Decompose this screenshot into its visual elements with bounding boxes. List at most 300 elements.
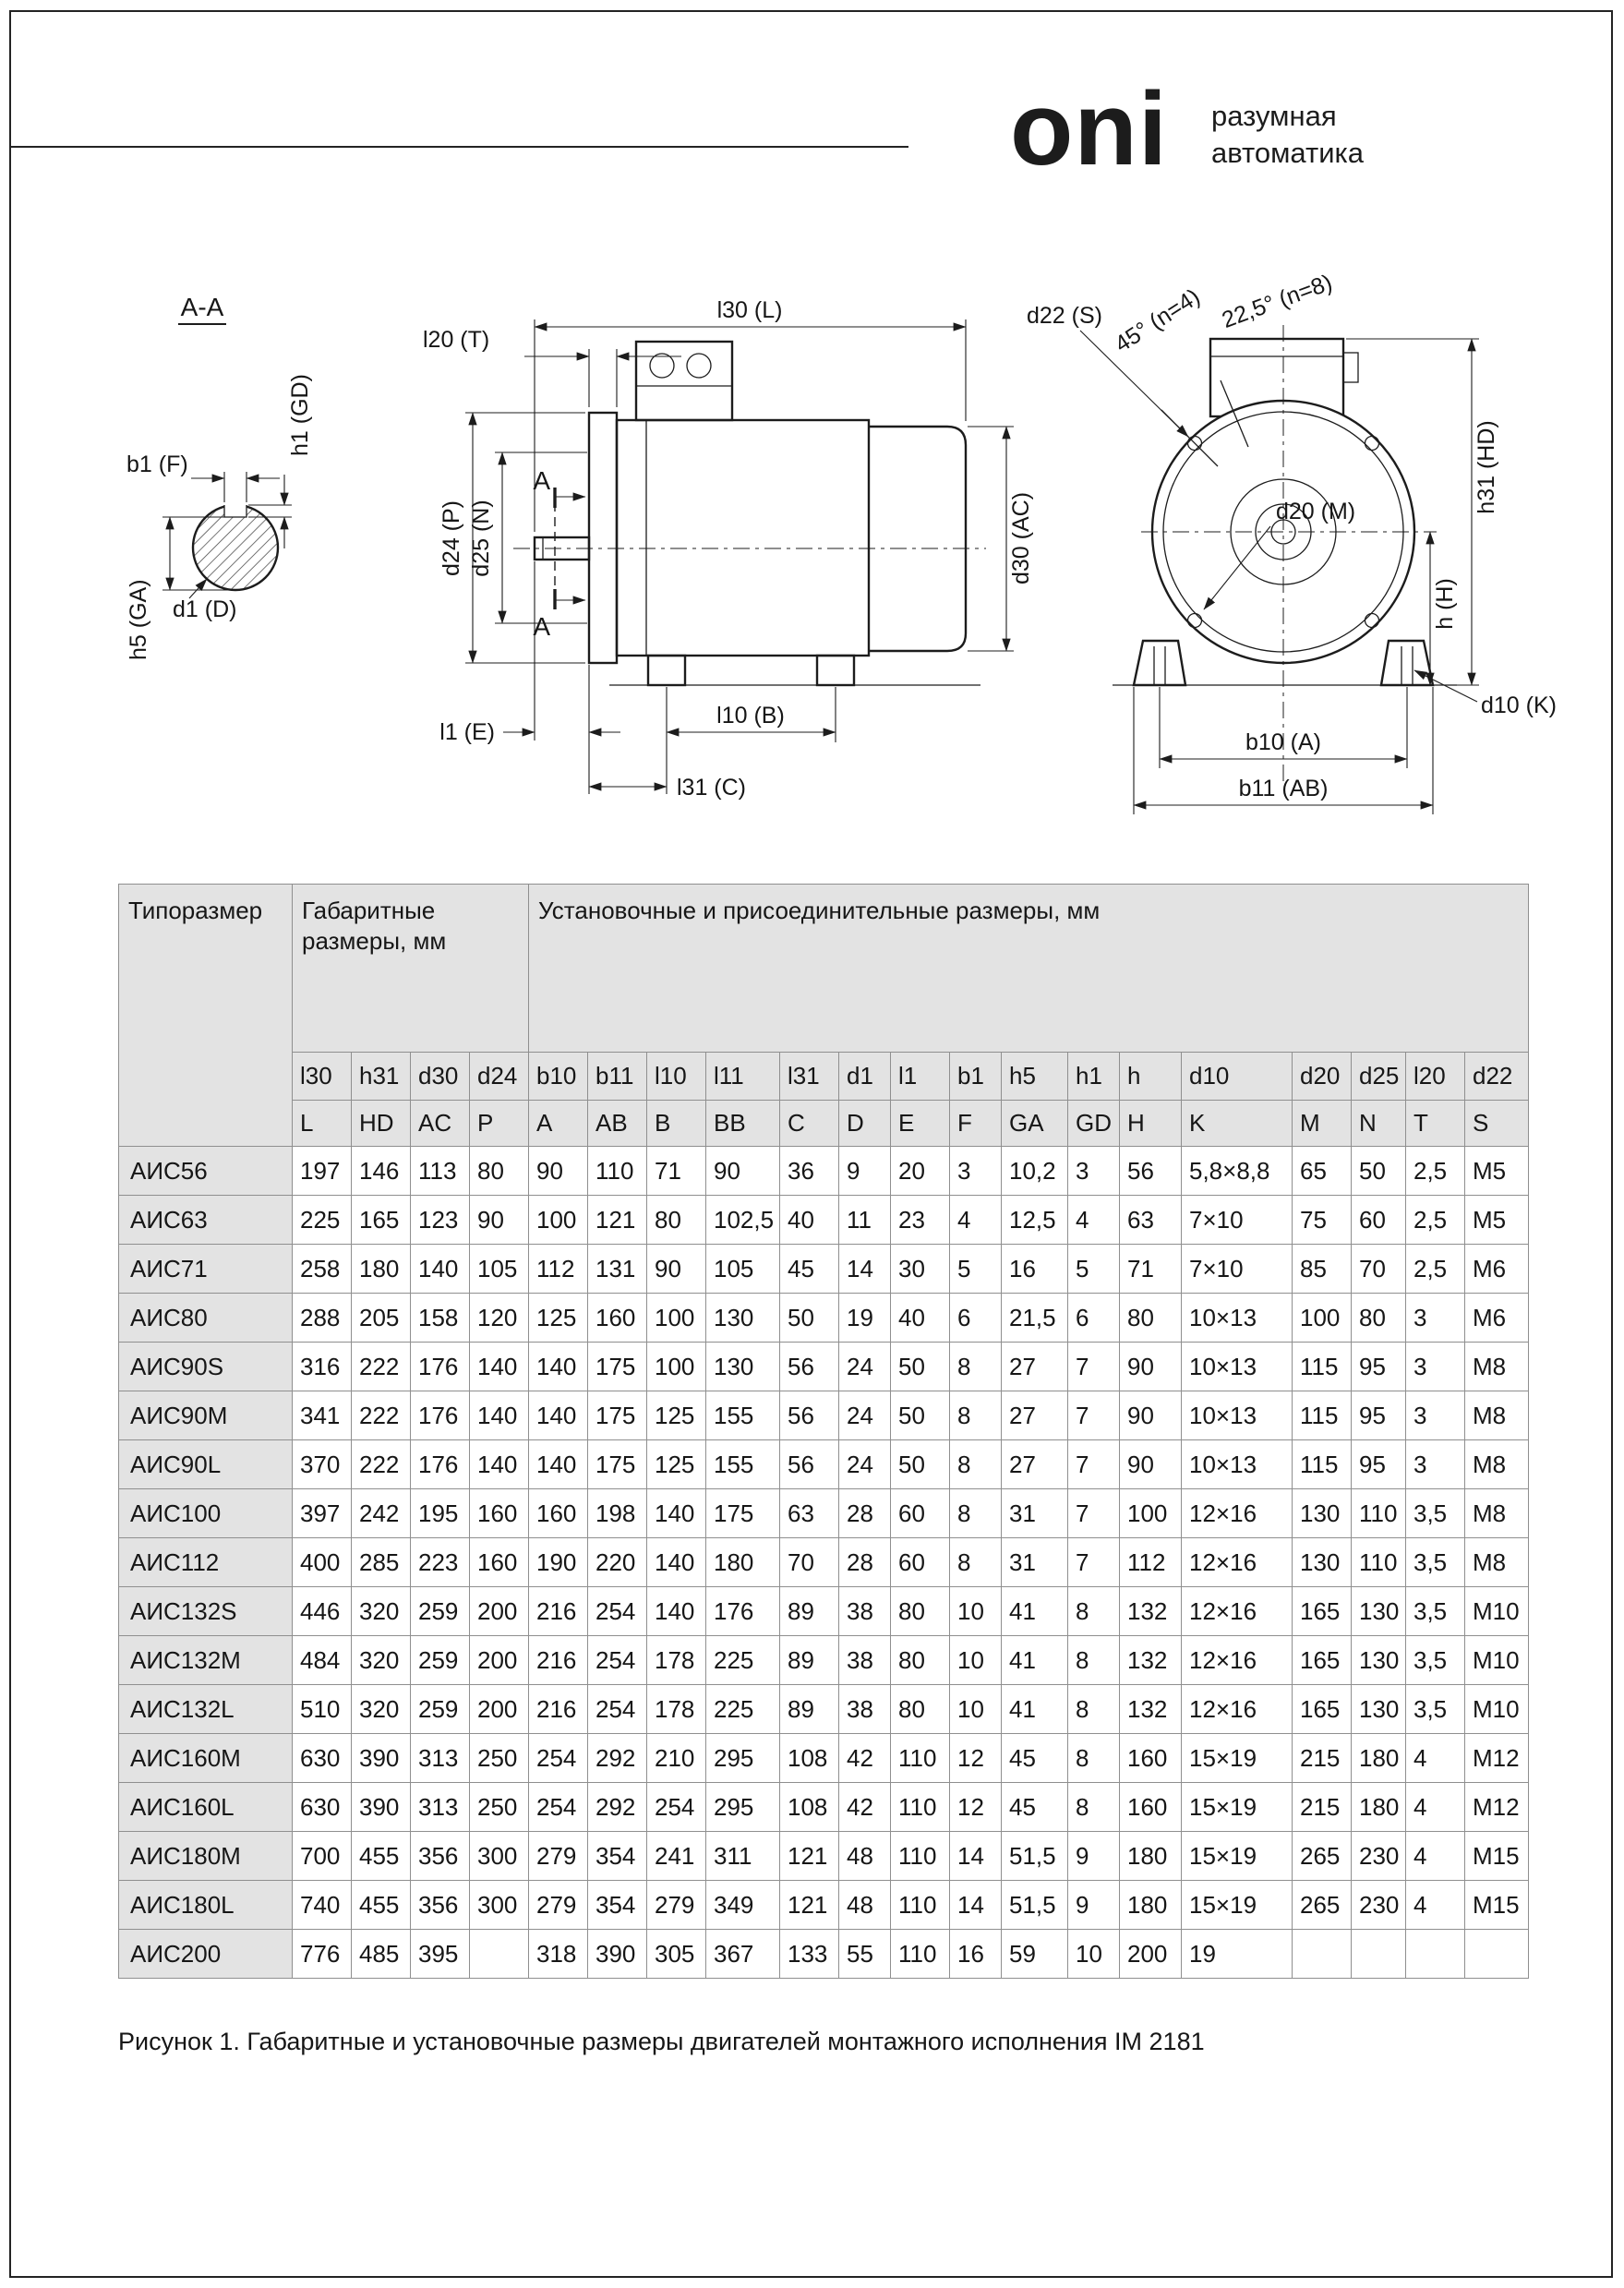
cell-h: 112 xyxy=(1120,1538,1182,1587)
cell-h: 90 xyxy=(1120,1440,1182,1489)
cell-d20 xyxy=(1293,1930,1352,1979)
column-symbol-d30: d30 xyxy=(411,1053,470,1101)
cell-b10: 216 xyxy=(529,1587,588,1636)
cell-l20: 3 xyxy=(1406,1294,1465,1343)
cell-d25: 70 xyxy=(1352,1245,1406,1294)
cell-b1: 8 xyxy=(950,1489,1002,1538)
cell-d22: M8 xyxy=(1465,1391,1529,1440)
cell-h5: 31 xyxy=(1002,1489,1068,1538)
cell-l11: 180 xyxy=(706,1538,780,1587)
dim-label-d24: d24 (P) xyxy=(439,500,464,576)
cell-l10: 210 xyxy=(647,1734,706,1783)
cell-d22: M15 xyxy=(1465,1881,1529,1930)
cell-b10: 140 xyxy=(529,1343,588,1391)
row-header-type: АИС100 xyxy=(119,1489,293,1538)
cell-h: 200 xyxy=(1120,1930,1182,1979)
cell-d20: 165 xyxy=(1293,1685,1352,1734)
cell-d30: 356 xyxy=(411,1832,470,1881)
cell-h31: 455 xyxy=(352,1832,411,1881)
foot-left xyxy=(1134,641,1185,685)
cell-l1: 23 xyxy=(891,1196,950,1245)
cell-l11: 225 xyxy=(706,1685,780,1734)
cell-l31: 89 xyxy=(780,1587,839,1636)
cell-b10: 90 xyxy=(529,1147,588,1196)
cell-d20: 65 xyxy=(1293,1147,1352,1196)
cell-l11: 311 xyxy=(706,1832,780,1881)
cell-l1: 110 xyxy=(891,1881,950,1930)
cell-d10: 15×19 xyxy=(1182,1783,1293,1832)
dim-label-h1: h1 (GD) xyxy=(287,374,313,456)
table-row xyxy=(119,1343,1529,1391)
cell-h1: 4 xyxy=(1068,1196,1120,1245)
cell-d20: 215 xyxy=(1293,1783,1352,1832)
cell-h31: 485 xyxy=(352,1930,411,1979)
technical-drawing xyxy=(0,268,1624,863)
dim-label-b11: b11 (AB) xyxy=(1238,776,1329,801)
row-header-type: АИС200 xyxy=(119,1930,293,1979)
cell-h: 132 xyxy=(1120,1685,1182,1734)
cell-l10: 71 xyxy=(647,1147,706,1196)
cell-h1: 7 xyxy=(1068,1489,1120,1538)
cell-h5: 10,2 xyxy=(1002,1147,1068,1196)
cell-l1: 80 xyxy=(891,1685,950,1734)
cell-h31: 180 xyxy=(352,1245,411,1294)
cell-l31: 36 xyxy=(780,1147,839,1196)
cell-d10: 12×16 xyxy=(1182,1489,1293,1538)
cell-l10: 241 xyxy=(647,1832,706,1881)
table-row xyxy=(119,1832,1529,1881)
column-symbol-l11: l11 xyxy=(706,1053,780,1101)
figure-caption: Рисунок 1. Габаритные и установочные размеры двигателей монтажного исполнения IM 2181 xyxy=(118,2028,1205,2055)
column-letter-N: N xyxy=(1352,1101,1406,1147)
cell-d22: M8 xyxy=(1465,1538,1529,1587)
table-row xyxy=(119,1685,1529,1734)
cell-d25: 60 xyxy=(1352,1196,1406,1245)
cell-b11: 198 xyxy=(588,1489,647,1538)
cell-h: 160 xyxy=(1120,1783,1182,1832)
cell-h5: 45 xyxy=(1002,1734,1068,1783)
cell-b10: 190 xyxy=(529,1538,588,1587)
cell-l10: 140 xyxy=(647,1587,706,1636)
cell-b11: 254 xyxy=(588,1587,647,1636)
cell-b1: 8 xyxy=(950,1343,1002,1391)
table-body xyxy=(119,1147,1529,1979)
table-row xyxy=(119,1636,1529,1685)
column-letter-T: T xyxy=(1406,1101,1465,1147)
cell-h1: 8 xyxy=(1068,1685,1120,1734)
cell-b10: 216 xyxy=(529,1636,588,1685)
cell-l11: 225 xyxy=(706,1636,780,1685)
cell-d1: 38 xyxy=(839,1636,891,1685)
column-letter-F: F xyxy=(950,1101,1002,1147)
cell-l10: 140 xyxy=(647,1489,706,1538)
cell-h1: 7 xyxy=(1068,1343,1120,1391)
cell-d22: M8 xyxy=(1465,1440,1529,1489)
dim-label-h: h (H) xyxy=(1432,578,1458,630)
cell-l20 xyxy=(1406,1930,1465,1979)
cell-d10: 12×16 xyxy=(1182,1636,1293,1685)
dimensions-table xyxy=(118,884,1529,1979)
cable-gland-2 xyxy=(687,354,711,378)
cell-h5: 27 xyxy=(1002,1391,1068,1440)
column-symbol-d1: d1 xyxy=(839,1053,891,1101)
cell-h: 90 xyxy=(1120,1343,1182,1391)
cell-h31: 320 xyxy=(352,1685,411,1734)
cell-d30: 313 xyxy=(411,1734,470,1783)
cell-l31: 108 xyxy=(780,1783,839,1832)
cell-l10: 80 xyxy=(647,1196,706,1245)
row-header-type: АИС90L xyxy=(119,1440,293,1489)
cell-l11: 130 xyxy=(706,1294,780,1343)
cell-b1: 10 xyxy=(950,1587,1002,1636)
cell-h5: 41 xyxy=(1002,1587,1068,1636)
dim-label-d25: d25 (N) xyxy=(468,500,494,577)
cell-d22: M15 xyxy=(1465,1832,1529,1881)
cell-b11: 131 xyxy=(588,1245,647,1294)
cell-d30: 176 xyxy=(411,1343,470,1391)
table-row xyxy=(119,1489,1529,1538)
table-row xyxy=(119,1538,1529,1587)
table-row xyxy=(119,1294,1529,1343)
cell-l31: 108 xyxy=(780,1734,839,1783)
cell-d20: 115 xyxy=(1293,1343,1352,1391)
cell-l10: 125 xyxy=(647,1391,706,1440)
cell-h1: 9 xyxy=(1068,1881,1120,1930)
cell-d20: 115 xyxy=(1293,1440,1352,1489)
cell-d1: 11 xyxy=(839,1196,891,1245)
cell-d1: 14 xyxy=(839,1245,891,1294)
column-header-type: Типоразмер xyxy=(119,885,293,1147)
column-letter-M: M xyxy=(1293,1101,1352,1147)
cell-h5: 51,5 xyxy=(1002,1881,1068,1930)
cell-l30: 630 xyxy=(293,1734,352,1783)
cell-l20: 4 xyxy=(1406,1832,1465,1881)
cell-l30: 446 xyxy=(293,1587,352,1636)
cell-l20: 3 xyxy=(1406,1391,1465,1440)
cell-b11: 121 xyxy=(588,1196,647,1245)
cell-l30: 484 xyxy=(293,1636,352,1685)
column-symbol-d24: d24 xyxy=(470,1053,529,1101)
cell-d24: 250 xyxy=(470,1734,529,1783)
column-letter-GD: GD xyxy=(1068,1101,1120,1147)
cell-d1: 28 xyxy=(839,1489,891,1538)
cell-l30: 197 xyxy=(293,1147,352,1196)
cell-d20: 100 xyxy=(1293,1294,1352,1343)
cell-l31: 70 xyxy=(780,1538,839,1587)
cell-b1: 10 xyxy=(950,1636,1002,1685)
column-symbol-l31: l31 xyxy=(780,1053,839,1101)
column-symbol-h: h xyxy=(1120,1053,1182,1101)
cell-d25: 180 xyxy=(1352,1734,1406,1783)
column-symbol-d22: d22 xyxy=(1465,1053,1529,1101)
cell-d24: 250 xyxy=(470,1783,529,1832)
cell-b11: 354 xyxy=(588,1881,647,1930)
cell-l11: 175 xyxy=(706,1489,780,1538)
cell-h5: 21,5 xyxy=(1002,1294,1068,1343)
cell-d1: 42 xyxy=(839,1734,891,1783)
cell-l20: 2,5 xyxy=(1406,1147,1465,1196)
cell-l20: 3,5 xyxy=(1406,1685,1465,1734)
cell-b11: 292 xyxy=(588,1783,647,1832)
dim-label-angle-45: 45° (n=4) xyxy=(1110,283,1205,358)
dim-label-h31: h31 (HD) xyxy=(1474,420,1499,514)
cell-d24: 300 xyxy=(470,1832,529,1881)
cell-b10: 279 xyxy=(529,1832,588,1881)
column-symbol-h1: h1 xyxy=(1068,1053,1120,1101)
cell-d25: 95 xyxy=(1352,1440,1406,1489)
cell-l11: 130 xyxy=(706,1343,780,1391)
cell-d20: 265 xyxy=(1293,1881,1352,1930)
cell-d24: 140 xyxy=(470,1391,529,1440)
cell-h5: 45 xyxy=(1002,1783,1068,1832)
cell-d30: 356 xyxy=(411,1881,470,1930)
cell-h1: 8 xyxy=(1068,1734,1120,1783)
cell-d25: 110 xyxy=(1352,1489,1406,1538)
cell-b1: 14 xyxy=(950,1832,1002,1881)
cell-b1: 5 xyxy=(950,1245,1002,1294)
cell-h: 100 xyxy=(1120,1489,1182,1538)
cell-b1: 8 xyxy=(950,1538,1002,1587)
cell-l11: 155 xyxy=(706,1391,780,1440)
cell-l1: 60 xyxy=(891,1538,950,1587)
column-symbol-d20: d20 xyxy=(1293,1053,1352,1101)
column-letter-E: E xyxy=(891,1101,950,1147)
cell-h1: 6 xyxy=(1068,1294,1120,1343)
dim-label-d1: d1 (D) xyxy=(173,596,237,622)
cell-l31: 40 xyxy=(780,1196,839,1245)
cell-h1: 5 xyxy=(1068,1245,1120,1294)
cell-h1: 7 xyxy=(1068,1391,1120,1440)
cell-b10: 140 xyxy=(529,1440,588,1489)
row-header-type: АИС180L xyxy=(119,1881,293,1930)
cell-d20: 265 xyxy=(1293,1832,1352,1881)
cell-d10: 5,8×8,8 xyxy=(1182,1147,1293,1196)
gland-boss xyxy=(1343,353,1358,382)
cell-l10: 100 xyxy=(647,1294,706,1343)
cell-b10: 140 xyxy=(529,1391,588,1440)
cell-d24: 105 xyxy=(470,1245,529,1294)
cell-d25: 80 xyxy=(1352,1294,1406,1343)
cell-d10: 10×13 xyxy=(1182,1391,1293,1440)
column-header-overall: Габаритные размеры, мм xyxy=(293,885,529,1053)
cell-d10: 7×10 xyxy=(1182,1245,1293,1294)
cell-b10: 100 xyxy=(529,1196,588,1245)
dim-label-h5: h5 (GA) xyxy=(126,579,151,660)
table-letter-row xyxy=(119,1101,1529,1147)
cell-l31: 63 xyxy=(780,1489,839,1538)
cell-d24: 200 xyxy=(470,1636,529,1685)
cell-h1: 7 xyxy=(1068,1538,1120,1587)
cell-l11: 155 xyxy=(706,1440,780,1489)
front-view xyxy=(1027,270,1557,814)
cell-l20: 4 xyxy=(1406,1783,1465,1832)
column-letter-K: K xyxy=(1182,1101,1293,1147)
cell-h5: 12,5 xyxy=(1002,1196,1068,1245)
cell-l11: 295 xyxy=(706,1734,780,1783)
cell-h1: 8 xyxy=(1068,1636,1120,1685)
cell-h: 132 xyxy=(1120,1636,1182,1685)
section-title: A-A xyxy=(180,293,224,321)
cell-b1: 8 xyxy=(950,1440,1002,1489)
cell-l31: 89 xyxy=(780,1636,839,1685)
cell-b11: 390 xyxy=(588,1930,647,1979)
cell-d25: 130 xyxy=(1352,1587,1406,1636)
cell-b11: 254 xyxy=(588,1685,647,1734)
cell-h1: 10 xyxy=(1068,1930,1120,1979)
cell-l1: 60 xyxy=(891,1489,950,1538)
cell-d10: 15×19 xyxy=(1182,1881,1293,1930)
cell-l30: 341 xyxy=(293,1391,352,1440)
header-rule xyxy=(9,146,908,148)
cell-l30: 258 xyxy=(293,1245,352,1294)
row-header-type: АИС132L xyxy=(119,1685,293,1734)
cell-l11: 295 xyxy=(706,1783,780,1832)
cell-b1: 3 xyxy=(950,1147,1002,1196)
cell-h5: 31 xyxy=(1002,1538,1068,1587)
cell-l11: 102,5 xyxy=(706,1196,780,1245)
cell-l1: 20 xyxy=(891,1147,950,1196)
tagline-line1: разумная xyxy=(1211,100,1337,132)
cell-l31: 56 xyxy=(780,1440,839,1489)
cell-b11: 254 xyxy=(588,1636,647,1685)
cell-h31: 285 xyxy=(352,1538,411,1587)
row-header-type: АИС56 xyxy=(119,1147,293,1196)
cell-h31: 390 xyxy=(352,1734,411,1783)
cell-d24: 160 xyxy=(470,1489,529,1538)
dim-label-l10: l10 (B) xyxy=(716,703,785,729)
cell-d22 xyxy=(1465,1930,1529,1979)
cell-d22: M8 xyxy=(1465,1489,1529,1538)
cell-d24: 140 xyxy=(470,1440,529,1489)
cell-b10: 125 xyxy=(529,1294,588,1343)
row-header-type: АИС90M xyxy=(119,1391,293,1440)
cell-d20: 215 xyxy=(1293,1734,1352,1783)
column-letter-A: A xyxy=(529,1101,588,1147)
table-row xyxy=(119,1881,1529,1930)
cell-d30: 223 xyxy=(411,1538,470,1587)
cell-b1: 8 xyxy=(950,1391,1002,1440)
row-header-type: АИС90S xyxy=(119,1343,293,1391)
table-row xyxy=(119,1587,1529,1636)
cell-h: 80 xyxy=(1120,1294,1182,1343)
row-header-type: АИС63 xyxy=(119,1196,293,1245)
cell-b11: 110 xyxy=(588,1147,647,1196)
cell-d10: 15×19 xyxy=(1182,1832,1293,1881)
cell-l1: 110 xyxy=(891,1783,950,1832)
cell-l31: 133 xyxy=(780,1930,839,1979)
dim-label-l31: l31 (C) xyxy=(677,775,747,801)
column-letter-S: S xyxy=(1465,1101,1529,1147)
cell-l1: 110 xyxy=(891,1832,950,1881)
column-symbol-d25: d25 xyxy=(1352,1053,1406,1101)
column-letter-HD: HD xyxy=(352,1101,411,1147)
cell-d25: 130 xyxy=(1352,1685,1406,1734)
cell-d1: 55 xyxy=(839,1930,891,1979)
cell-d30: 140 xyxy=(411,1245,470,1294)
cell-h5: 51,5 xyxy=(1002,1832,1068,1881)
cell-d30: 313 xyxy=(411,1783,470,1832)
cell-d1: 48 xyxy=(839,1881,891,1930)
column-letter-AC: AC xyxy=(411,1101,470,1147)
cell-h: 56 xyxy=(1120,1147,1182,1196)
cell-l20: 2,5 xyxy=(1406,1245,1465,1294)
foot-front xyxy=(648,656,685,685)
cell-l1: 110 xyxy=(891,1930,950,1979)
column-letter-H: H xyxy=(1120,1101,1182,1147)
dim-label-angle-225: 22,5° (n=8) xyxy=(1218,270,1336,333)
column-header-mounting: Установочные и присоединительные размеры, мм xyxy=(529,885,1529,1053)
cell-l20: 3,5 xyxy=(1406,1489,1465,1538)
column-letter-GA: GA xyxy=(1002,1101,1068,1147)
table-symbol-row xyxy=(119,1053,1529,1101)
cell-h5: 59 xyxy=(1002,1930,1068,1979)
cell-d30: 176 xyxy=(411,1440,470,1489)
fan-cowl xyxy=(869,427,966,651)
cell-d10: 15×19 xyxy=(1182,1734,1293,1783)
cell-d22: M12 xyxy=(1465,1783,1529,1832)
cell-d20: 85 xyxy=(1293,1245,1352,1294)
cell-l10: 178 xyxy=(647,1636,706,1685)
cell-l1: 40 xyxy=(891,1294,950,1343)
cell-d1: 38 xyxy=(839,1685,891,1734)
cell-l1: 50 xyxy=(891,1391,950,1440)
column-symbol-h31: h31 xyxy=(352,1053,411,1101)
cell-d10: 10×13 xyxy=(1182,1294,1293,1343)
cell-b10: 216 xyxy=(529,1685,588,1734)
cell-d22: M10 xyxy=(1465,1685,1529,1734)
cell-d25: 130 xyxy=(1352,1636,1406,1685)
cell-l11: 105 xyxy=(706,1245,780,1294)
foot-right xyxy=(1381,641,1433,685)
cell-l30: 225 xyxy=(293,1196,352,1245)
cell-d10: 10×13 xyxy=(1182,1343,1293,1391)
cell-h: 180 xyxy=(1120,1832,1182,1881)
cell-l11: 367 xyxy=(706,1930,780,1979)
cell-d22: M10 xyxy=(1465,1636,1529,1685)
cell-b11: 175 xyxy=(588,1391,647,1440)
cell-l20: 3 xyxy=(1406,1440,1465,1489)
cell-b1: 6 xyxy=(950,1294,1002,1343)
column-letter-C: C xyxy=(780,1101,839,1147)
cell-d30: 395 xyxy=(411,1930,470,1979)
cell-d10: 12×16 xyxy=(1182,1587,1293,1636)
cell-l20: 4 xyxy=(1406,1734,1465,1783)
terminal-box-side xyxy=(636,342,732,420)
dim-label-d22: d22 (S) xyxy=(1027,303,1102,329)
cell-h31: 222 xyxy=(352,1440,411,1489)
cell-l11: 349 xyxy=(706,1881,780,1930)
cell-d20: 115 xyxy=(1293,1391,1352,1440)
cell-l30: 630 xyxy=(293,1783,352,1832)
row-header-type: АИС180M xyxy=(119,1832,293,1881)
cell-h5: 27 xyxy=(1002,1343,1068,1391)
tagline-line2: автоматика xyxy=(1211,137,1364,169)
cell-b10: 318 xyxy=(529,1930,588,1979)
cell-d1: 42 xyxy=(839,1783,891,1832)
cell-h31: 242 xyxy=(352,1489,411,1538)
cell-d20: 130 xyxy=(1293,1538,1352,1587)
cell-h1: 7 xyxy=(1068,1440,1120,1489)
cell-l30: 740 xyxy=(293,1881,352,1930)
cell-d24 xyxy=(470,1930,529,1979)
cell-l31: 89 xyxy=(780,1685,839,1734)
cell-d24: 160 xyxy=(470,1538,529,1587)
table-row xyxy=(119,1930,1529,1979)
flange xyxy=(589,413,617,663)
cell-h31: 222 xyxy=(352,1343,411,1391)
cell-l1: 30 xyxy=(891,1245,950,1294)
row-header-type: АИС71 xyxy=(119,1245,293,1294)
